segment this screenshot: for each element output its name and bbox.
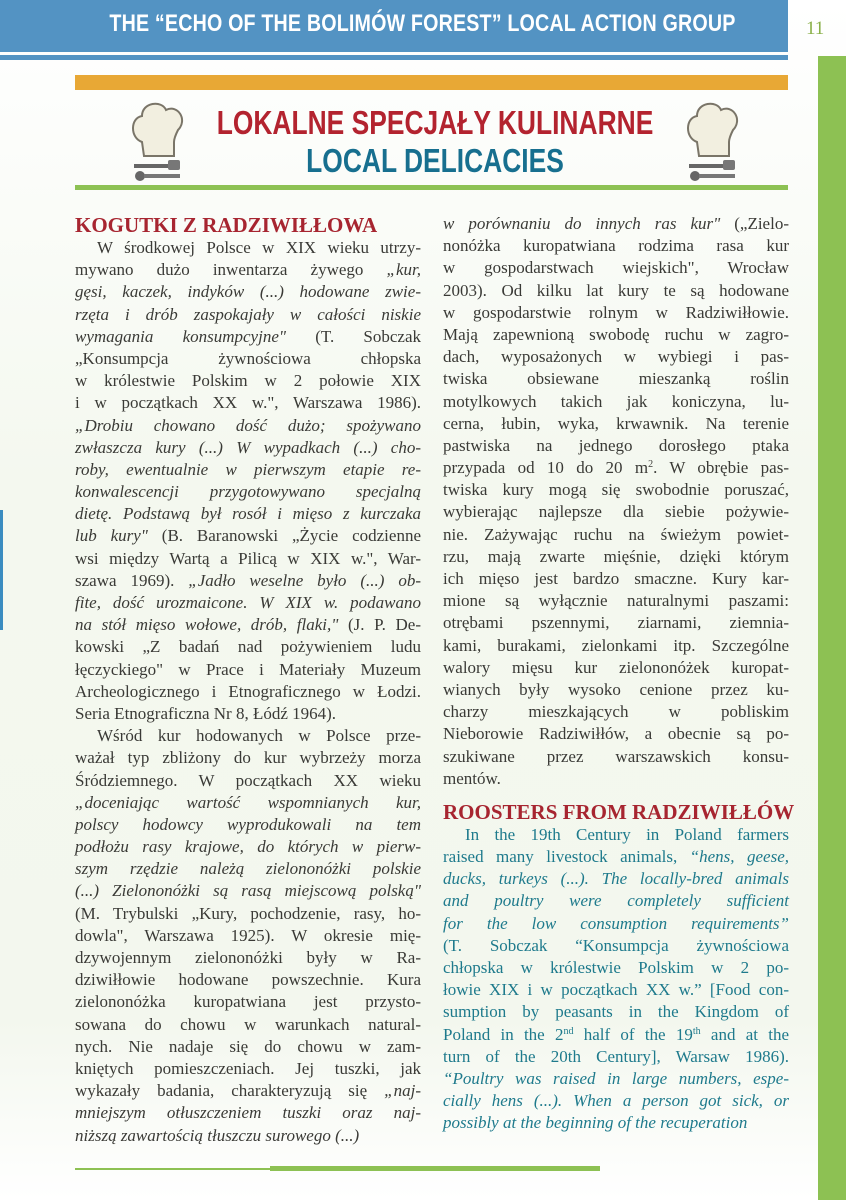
body-text: pastwiska na jednego dorosłego ptaka: [443, 435, 789, 455]
body-text: (T. Sobczak: [286, 326, 422, 346]
text-line: [443, 979, 789, 1001]
text-line: [75, 1080, 421, 1102]
body-text: Poland in the 2: [443, 1024, 564, 1044]
text-line: [443, 457, 789, 479]
body-text: (B. Baranowski „Życie codzienne: [147, 526, 421, 546]
text-line: [75, 814, 421, 836]
italic-quote-text: gęsi, kaczek, indyków (...) hodowane zwie-: [75, 282, 421, 302]
body-text: (J. P. De-: [338, 615, 421, 635]
footer-line-thick: [270, 1166, 600, 1171]
body-text: łęczyckiego" w Prace i Materiały Muzeum: [75, 659, 421, 679]
italic-quote-text: roby, ewentualnie w pierwszym etapie re-: [75, 459, 421, 479]
body-text: twiska obsiewane mieszanką roślin: [443, 369, 789, 389]
body-text: turn of the 20th Century], Warsaw 1986).: [443, 1046, 789, 1066]
body-text: wykazały badania, charakteryzują się: [75, 1081, 385, 1101]
text-line: [75, 991, 421, 1013]
body-text: Seria Etnograficzna Nr 8, Łódź 1964).: [75, 703, 337, 723]
body-text: zielononóżka kuropatwiana jest przysto-: [75, 992, 421, 1012]
body-text: walory mięsu kur zielononóżek kuropat-: [443, 657, 789, 677]
text-line: [75, 304, 421, 326]
text-line: [75, 636, 421, 658]
body-text: W środkowej Polsce w XIX wieku utrzy-: [97, 238, 421, 257]
text-line: [75, 481, 421, 503]
italic-quote-text: zwłaszcza kury (...) W wypadkach (...) cho-: [75, 437, 421, 457]
body-text: 2003). Od kilku lat kury te są hodowane: [443, 280, 789, 300]
text-line: [443, 501, 789, 523]
text-line: [75, 725, 421, 747]
body-text: przypada od 10 do 20 m: [443, 458, 649, 478]
text-line: [75, 437, 421, 459]
text-line: [443, 1046, 789, 1068]
text-line: [443, 846, 789, 868]
text-line: [443, 368, 789, 390]
text-line: [75, 903, 421, 925]
text-line: [75, 880, 421, 902]
right-column: [443, 213, 795, 1135]
italic-quote-text: „Jadło weselne było (...) ob-: [188, 570, 421, 590]
text-line: [443, 890, 789, 912]
text-line: [75, 259, 421, 281]
body-text: sowana do chowu w warunkach natural-: [75, 1014, 421, 1034]
body-text: ich mięso jest bardzo smaczne. Kury kar-: [443, 569, 789, 588]
text-line: [443, 957, 789, 979]
body-text: raised many livestock animals,: [443, 847, 690, 867]
article-text-polish: [75, 237, 421, 1147]
text-line: [75, 281, 421, 303]
text-line: [443, 913, 789, 935]
body-text: kami, burakami, zielonkami itp. Szczególne: [443, 635, 789, 655]
italic-quote-text: “Poultry was raised in large numbers, espe-: [443, 1068, 789, 1088]
text-line: [443, 657, 789, 679]
body-text: w królestwie Polskim w 2 połowie XIX: [75, 371, 421, 391]
body-text: nych. Nie nadaje się do chowu w zam-: [75, 1036, 421, 1056]
body-text: rzu, mają zwarte mięśnie, dzięki którym: [443, 546, 789, 566]
text-line: [443, 723, 789, 745]
body-text: twiska kury mogą się swobodnie poruszać,: [443, 480, 789, 500]
body-text: szukiwane przez warszawskich konsu-: [443, 746, 789, 766]
text-line: [443, 435, 789, 457]
text-line: [75, 792, 421, 814]
body-text: . W obrębie pas-: [653, 458, 789, 478]
italic-quote-text: „Drobiu chowano dość dużo; spożywano: [75, 415, 421, 435]
text-line: [443, 935, 789, 957]
italic-quote-text: mniejszym otłuszczeniem tuszki oraz naj-: [75, 1103, 421, 1123]
italic-quote-text: (...) Zielononóżki są rasą miejscową polską": [75, 881, 421, 901]
italic-quote-text: w porównaniu do innych ras kur": [443, 214, 721, 233]
body-text: w gospodarstwie rolnym w Radziwiłłowie.: [443, 302, 789, 322]
page-number: 11: [806, 18, 825, 39]
text-line: [75, 459, 421, 481]
italic-quote-text: podłożu rasy krajowe, do których w pierw-: [75, 837, 421, 857]
text-line: [75, 770, 421, 792]
text-line: [75, 592, 421, 614]
italic-quote-text: konwalescencji przygotowywano specjalną: [75, 482, 421, 502]
body-text: Wśród kur hodowanych w Polsce prze-: [97, 726, 421, 746]
body-text: mywano dużo inwentarza żywego: [75, 260, 387, 280]
text-line: [75, 836, 421, 858]
text-line: [443, 213, 789, 235]
italic-quote-text: szym rzędzie należą zielononóżki polskie: [75, 859, 421, 879]
italic-quote-text: „kur,: [386, 260, 421, 280]
text-line: [443, 868, 789, 890]
text-line: [75, 392, 421, 414]
text-line: [443, 324, 789, 346]
section-heading-english: ROOSTERS FROM RADZIWIŁŁÓW: [443, 799, 795, 824]
body-text: wybierając najlepsze dla siebie pożywie-: [443, 502, 789, 522]
body-text: otrębami pszennymi, ziarnami, ziemnia-: [443, 613, 789, 633]
text-line: [443, 1090, 789, 1112]
text-line: [443, 746, 789, 768]
text-line: [443, 568, 789, 590]
text-line: [75, 570, 421, 592]
italic-quote-text: lub kury": [75, 526, 148, 546]
text-line: [75, 925, 421, 947]
body-text: Mają zapewnioną swobodę ruchu w zagro-: [443, 324, 789, 344]
side-green-bar: [818, 56, 846, 1200]
orange-divider: [75, 75, 788, 90]
superscript: 2: [648, 459, 654, 471]
text-line: [75, 525, 421, 547]
banner-title-english: LOCAL DELICACIES: [306, 142, 564, 179]
text-line: [75, 548, 421, 570]
body-text: ważał typ zbliżony do kur wybrzeży morza: [75, 748, 421, 768]
text-line: [443, 679, 789, 701]
text-line: [443, 612, 789, 634]
italic-quote-text: na stół mięso wołowe, drób, flaki,": [75, 615, 339, 635]
superscript: nd: [563, 1025, 574, 1037]
italic-quote-text: wymagania konsumpcyjne": [75, 326, 287, 346]
article-text-polish-continued: [443, 213, 789, 790]
text-line: [75, 503, 421, 525]
text-line: [75, 237, 421, 259]
italic-quote-text: polscy hodowcy wyprodukowali na tem: [75, 814, 421, 834]
body-text: nonóżka kuropatwiana rodzima rasa kur: [443, 236, 789, 256]
text-line: [75, 1102, 421, 1124]
article-text-english: [443, 824, 789, 1135]
text-line: [443, 1068, 789, 1090]
text-line: [443, 257, 789, 279]
body-text: and at the: [700, 1024, 790, 1044]
left-edge-marker: [0, 510, 3, 630]
italic-quote-text: dietę. Podstawą był rosół i mięso z kurczaka: [75, 504, 421, 524]
text-line: [75, 659, 421, 681]
text-line: [75, 614, 421, 636]
body-text: Śródziemnego. W początkach XX wieku: [75, 770, 421, 790]
section-heading-polish: KOGUTKI Z RADZIWIŁŁOWA: [75, 213, 378, 237]
superscript: th: [692, 1025, 701, 1037]
body-text: (T. Sobczak “Konsumpcja żywnościowa: [443, 935, 789, 955]
text-line: [75, 1058, 421, 1080]
text-line: [443, 479, 789, 501]
body-text: dowla", Warszawa 1925). W okresie mię-: [75, 925, 421, 945]
body-text: chłopska w królestwie Polskim w 2 po-: [443, 958, 789, 977]
body-text: nie. Zażywając ruchu na świeżym powiet-: [443, 524, 789, 544]
text-line: [75, 348, 421, 370]
text-line: [443, 1001, 789, 1023]
italic-quote-text: „doceniając wartość wspomnianych kur,: [75, 792, 421, 812]
body-text: motylkowych takich jak koniczyna, lu-: [443, 391, 789, 411]
italic-quote-text: possibly at the beginning of the recuperation: [443, 1113, 748, 1133]
body-text: (M. Trybulski „Kury, pochodzenie, rasy, ho-: [75, 903, 421, 923]
text-line: [443, 235, 789, 257]
italic-quote-text: fite, dość urozmaicone. W XIX w. podawano: [75, 593, 421, 612]
text-line: [75, 1014, 421, 1036]
banner-title-polish: LOKALNE SPECJAŁY KULINARNE: [216, 104, 654, 141]
italic-quote-text: ducks, turkeys (...). The locally-bred animals: [443, 869, 789, 889]
italic-quote-text: and poultry were completely sufficient: [443, 891, 789, 911]
body-text: kowski „Z badań nad pożywieniem ludu: [75, 637, 421, 657]
text-line: [75, 370, 421, 392]
header-underline: [0, 55, 788, 60]
text-line: [443, 280, 789, 302]
green-divider: [75, 185, 788, 190]
left-column: [75, 213, 421, 1147]
body-text: cerna, łubin, wyka, krwawnik. Na terenie: [443, 413, 789, 433]
italic-quote-text: for the low consumption requirements”: [443, 913, 789, 933]
text-line: [443, 768, 789, 790]
italic-quote-text: rzęta i drób zaspokajały w całości niskie: [75, 304, 421, 324]
header-title: THE “ECHO OF THE BOLIMÓW FOREST” LOCAL ACTION GROUP: [109, 10, 736, 37]
italic-quote-text: niższą zawartością tłuszczu surowego (...): [75, 1125, 360, 1145]
text-line: [75, 415, 421, 437]
text-line: [443, 346, 789, 368]
text-line: [75, 969, 421, 991]
body-text: Archeologicznego i Etnograficznego w Łodzi.: [75, 681, 421, 701]
text-line: [443, 546, 789, 568]
body-text: sumption by peasants in the Kingdom of: [443, 1002, 789, 1022]
italic-quote-text: cially hens (...). When a person got sick, or: [443, 1091, 789, 1111]
body-text: kniętych pomieszczeniach. Jej tuszki, jak: [75, 1058, 421, 1078]
body-text: mentów.: [443, 768, 501, 788]
text-line: [443, 635, 789, 657]
body-text: i w początkach XX w.", Warszawa 1986).: [75, 393, 421, 413]
body-text: dach, wyposażonych w wybiegi i pas-: [443, 347, 789, 367]
body-text: wianych były wysoko cenione przez ku-: [443, 679, 789, 699]
text-line: [75, 1036, 421, 1058]
text-line: [443, 701, 789, 723]
body-text: half of the 19: [573, 1024, 693, 1044]
text-line: [443, 524, 789, 546]
text-line: [75, 1125, 421, 1147]
body-text: charzy mieszkających w pobliskim: [443, 702, 789, 722]
body-text: „Konsumpcja żywnościowa chłopska: [75, 348, 421, 368]
text-line: [75, 703, 421, 725]
text-line: [443, 1112, 789, 1134]
text-line: [75, 326, 421, 348]
text-line: [443, 302, 789, 324]
text-line: [443, 391, 789, 413]
text-line: [75, 681, 421, 703]
body-text: mione są wyłącznie naturalnymi paszami:: [443, 591, 789, 611]
body-text: Nieborowie Radziwiłłów, a obecnie są po-: [443, 724, 789, 744]
text-line: [75, 747, 421, 769]
body-text: dziwiłłowie hodowane powszechnie. Kura: [75, 970, 421, 990]
text-line: [75, 858, 421, 880]
body-text: łowie XIX i w początkach XX w.” [Food con-: [443, 980, 789, 1000]
text-line: [443, 824, 789, 846]
text-line: [443, 590, 789, 612]
text-line: [443, 1024, 789, 1046]
italic-quote-text: „naj-: [384, 1081, 421, 1101]
footer-line-thin: [75, 1168, 270, 1170]
body-text: w gospodarstwach wiejskich", Wrocław: [443, 258, 789, 278]
text-line: [75, 947, 421, 969]
header-bar: [0, 0, 788, 52]
body-text: In the 19th Century in Poland farmers: [465, 824, 789, 844]
italic-quote-text: “hens, geese,: [689, 847, 789, 867]
text-line: [443, 413, 789, 435]
body-text: dzywojennym zielononóżki były w Ra-: [75, 948, 421, 967]
body-text: szawa 1969).: [75, 570, 189, 590]
body-text: („Zielo-: [720, 214, 789, 233]
body-text: wsi między Wartą a Pilicą w XIX w.", War-: [75, 548, 421, 568]
